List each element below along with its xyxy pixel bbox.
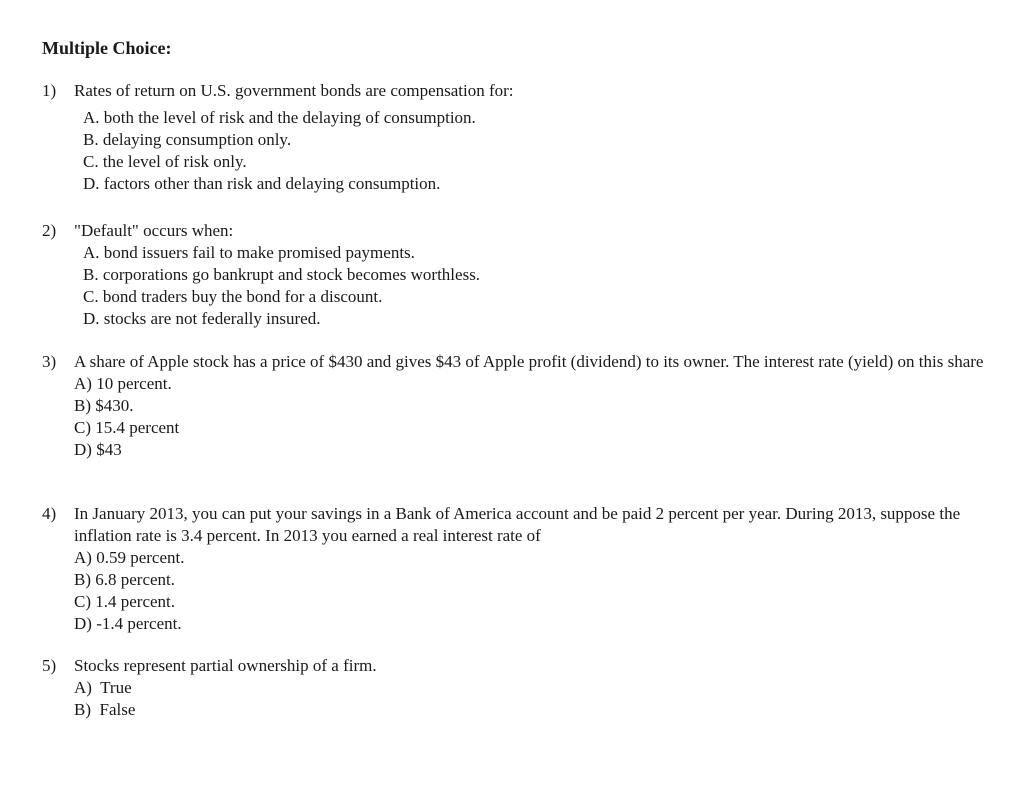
answer-option-b: B. delaying consumption only. [83, 130, 292, 149]
answer-option-b: B) $430. [74, 396, 134, 415]
question-text: A share of Apple stock has a price of $430 and gives $43 of Apple profit (dividend) to its owner. The interest rate (yield) on this share [74, 352, 984, 371]
question-number: 4) [42, 504, 57, 523]
answer-option-c: C) 1.4 percent. [74, 592, 176, 611]
answer-option-d: D. stocks are not federally insured. [83, 309, 321, 328]
answer-option-d: D) $43 [74, 440, 122, 459]
question-number: 1) [42, 81, 57, 100]
question-number: 5) [42, 656, 57, 675]
question-number: 3) [42, 352, 57, 371]
question-5 [42, 655, 992, 721]
answer-option-b: B. corporations go bankrupt and stock becomes worthless. [83, 265, 481, 284]
question-text: Rates of return on U.S. government bonds are compensation for: [74, 81, 514, 100]
answer-option-b: B) False [74, 700, 136, 719]
answer-option-c: C. the level of risk only. [83, 152, 247, 171]
answer-option-c: C. bond traders buy the bond for a discount. [83, 287, 383, 306]
answer-option-a: A) True [74, 678, 132, 697]
answer-options [42, 373, 992, 461]
answer-options [42, 547, 992, 635]
question-number: 2) [42, 221, 57, 240]
answer-option-c: C) 15.4 percent [74, 418, 180, 437]
question-text: In January 2013, you can put your savings in a Bank of America account and be paid 2 percent per year. During 2013, suppose the inflation rate is 3.4 percent. In 2013 you earned a real interest rate of [74, 504, 961, 545]
answer-option-a: A) 0.59 percent. [74, 548, 185, 567]
answer-option-a: A. both the level of risk and the delaying of consumption. [83, 108, 476, 127]
answer-option-d: D) -1.4 percent. [74, 614, 182, 633]
answer-option-a: A) 10 percent. [74, 374, 172, 393]
question-2 [42, 220, 992, 330]
answer-options [42, 242, 992, 330]
answer-options [42, 107, 992, 195]
question-1 [42, 80, 992, 195]
answer-option-b: B) 6.8 percent. [74, 570, 176, 589]
question-text: Stocks represent partial ownership of a firm. [74, 656, 377, 675]
question-4 [42, 503, 992, 635]
section-heading: Multiple Choice: [42, 38, 172, 58]
answer-option-d: D. factors other than risk and delaying consumption. [83, 174, 441, 193]
question-text: "Default" occurs when: [74, 221, 234, 240]
question-3 [42, 351, 992, 461]
answer-option-a: A. bond issuers fail to make promised payments. [83, 243, 415, 262]
answer-options [42, 677, 992, 721]
